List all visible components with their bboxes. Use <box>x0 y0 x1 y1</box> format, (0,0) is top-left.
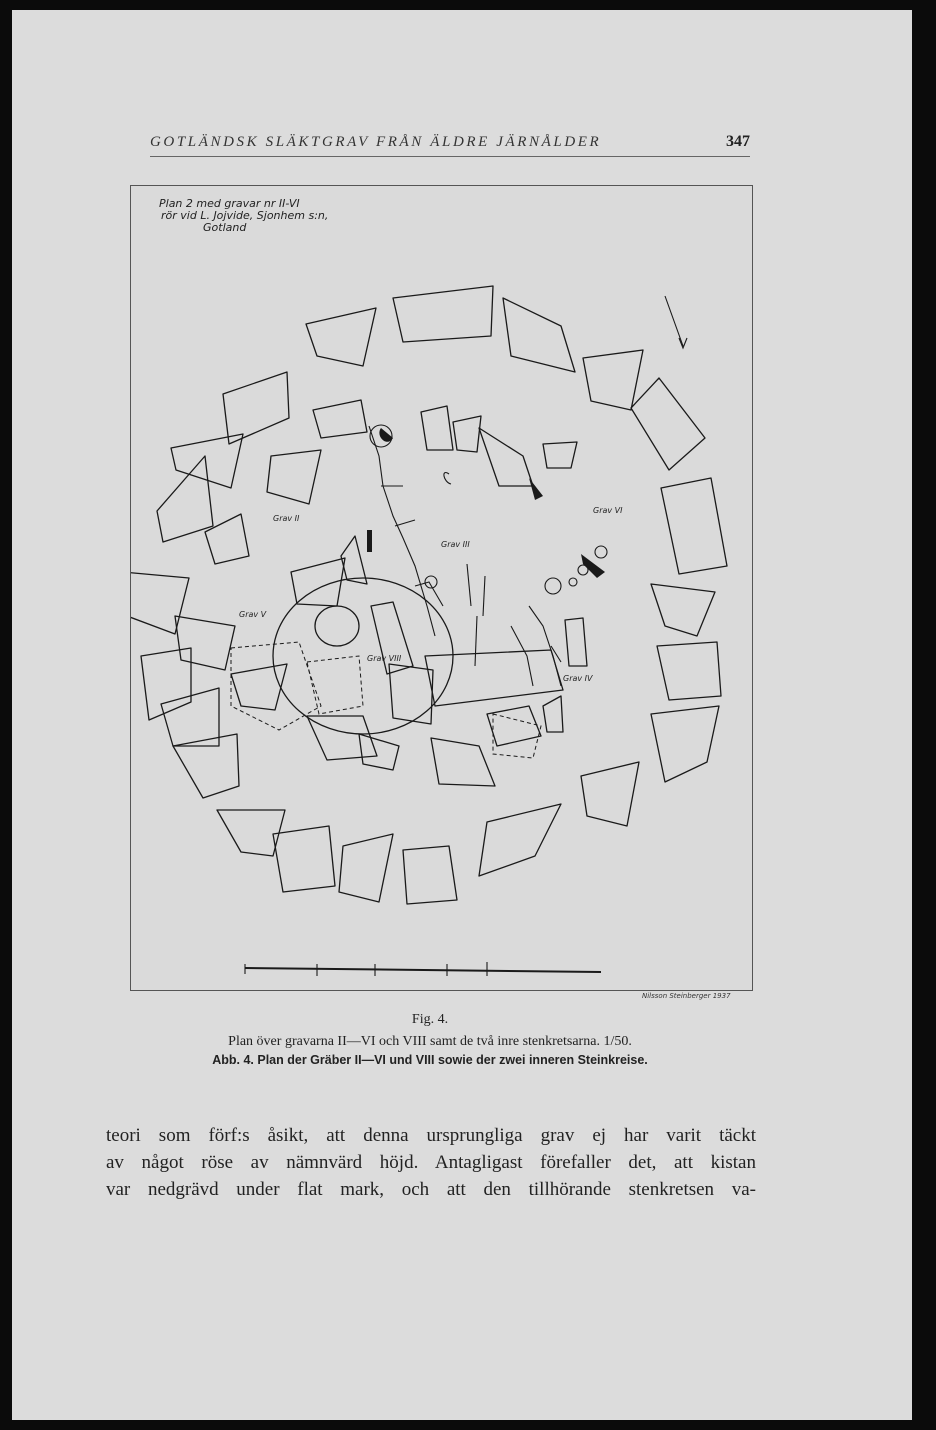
label-grav-iii: Grav III <box>441 540 470 549</box>
body-line: av något röse av nämnvärd höjd. Antagligast förefaller det, att kistan <box>106 1152 756 1173</box>
plan-title <box>159 198 328 234</box>
label-grav-ii: Grav II <box>273 514 300 523</box>
figure-label: Fig. 4. <box>411 1012 449 1027</box>
caption-swedish: Plan över gravarna II—VI och VIII samt de två inre stenkretsarna. 1/50. <box>228 1034 632 1049</box>
body-line: teori som förf:s åsikt, att denna ursprungliga grav ej har varit täckt <box>106 1125 756 1146</box>
drawing-signature: Nilsson Steinberger 1937 <box>642 992 731 1000</box>
label-grav-vi: Grav VI <box>593 506 623 515</box>
running-header <box>150 132 750 157</box>
plan-title-line2: rör vid L. Jojvide, Sjonhem s:n, <box>161 209 329 222</box>
plan-drawing <box>131 186 752 990</box>
figure-plan <box>130 185 753 991</box>
plan-title-line1: Plan 2 med gravar nr II-VI <box>159 197 300 210</box>
page-number: 347 <box>726 133 750 150</box>
label-grav-iv: Grav IV <box>563 674 593 683</box>
plan-title-line3: Gotland <box>203 221 247 234</box>
body-line: var nedgrävd under flat mark, och att den tillhörande stenkretsen va- <box>106 1179 756 1200</box>
running-title: GOTLÄNDSK SLÄKTGRAV FRÅN ÄLDRE JÄRNÅLDER <box>150 134 602 150</box>
caption-german: Abb. 4. Plan der Gräber II—VI und VIII sowie der zwei inneren Steinkreise. <box>212 1053 648 1067</box>
label-grav-viii: Grav VIII <box>367 654 402 663</box>
label-grav-v: Grav V <box>239 610 267 619</box>
body-paragraph <box>106 1122 756 1203</box>
